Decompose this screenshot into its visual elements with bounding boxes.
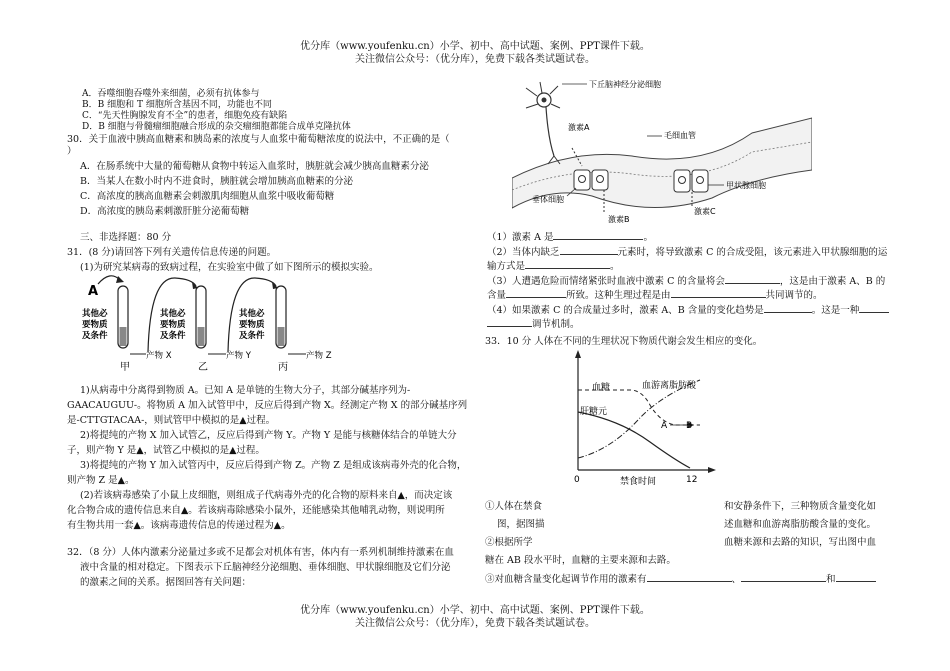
test-tube-diagram — [80, 272, 340, 374]
tube-name-yi: 乙 — [198, 362, 208, 373]
q32-answer-3: （3）人遭遇危险而情绪紧张时血液中激素 C 的含量将会 ，这是由于激素 A、B 的 — [487, 273, 885, 289]
header-line-2: 关注微信公众号：（优分库），免费下载各类试题试卷。 — [355, 54, 595, 65]
q33-line-3a: ②根据所学 — [485, 537, 533, 548]
q32-line-3: 的激素之间的关系。据图回答有关问题： — [80, 577, 252, 588]
q30-option-d: D．高浓度的胰岛素刺激肝脏分泌葡萄糖 — [80, 206, 250, 217]
tube-name-bing: 丙 — [278, 362, 288, 373]
label-thyroid-cell: 甲状腺细胞 — [726, 181, 766, 190]
hypothalamus-pituitary-thyroid-diagram — [512, 78, 812, 230]
q33-line-3b: 血糖来源和去路的知识，写出图中血 — [724, 537, 877, 548]
tube-text-3-line-1: 其他必 — [239, 309, 265, 319]
substance-a-label: A — [88, 284, 99, 299]
q32-answer-1: （1）激素 A 是 。 — [487, 229, 653, 245]
q33-line-4: 糖在 AB 段水平时，血糖的主要来源和去路。 — [485, 555, 676, 566]
q33-stem: 33．10 分 人体在不同的生理状况下物质代谢会发生相应的变化。 — [485, 336, 763, 347]
tube-jia — [118, 286, 128, 348]
graph-label-fatty-acid: 血游离脂肪酸 — [642, 381, 697, 391]
q32-answer-4b: 调节机制。 — [487, 316, 580, 332]
q33-line-1b: 和安静条件下，三种物质含量变化如 — [724, 501, 877, 512]
label-hormone-b: 激素B — [608, 215, 630, 224]
graph-xlabel: 禁食时间 — [620, 477, 657, 487]
q31-line-3: 是-CTTGTACAA-，则试管甲中模拟的是▲过程。 — [67, 415, 276, 426]
q29-option-a: A．吞噬细胞吞噬外来细菌，必须有抗体参与 — [82, 89, 260, 99]
q31-line-7: 则产物 Z 是▲。 — [67, 475, 135, 486]
tube-yi — [196, 286, 206, 348]
q30-stem: 30．关于血液中胰高血糖素和胰岛素的浓度与人血浆中葡萄糖浓度的说法中，不正确的是（ — [67, 134, 450, 145]
graph-label-blood-sugar: 血糖 — [592, 383, 611, 393]
q33-line-2b: 述血糖和血游离脂肪酸含量的变化。 — [724, 519, 877, 530]
tube-text-1-line-1: 其他必 — [82, 309, 108, 319]
q31-line-10: 有生物共用一套▲。该病毒遗传信息的传递过程为▲。 — [67, 520, 291, 531]
graph-label-a: A — [661, 421, 668, 431]
q29-option-d: D．B 细胞与骨髓瘤细胞融合形成的杂交瘤细胞都能合成单克隆抗体 — [82, 122, 351, 132]
label-hormone-a: 激素A — [568, 123, 590, 132]
q31-stem: 31．(8 分)请回答下列有关遗传信息传递的问题。 — [67, 247, 277, 258]
graph-label-liver-glycogen: 肝糖元 — [580, 407, 608, 417]
q31-line-2: GAACAUGUU-。将物质 A 加入试管甲中，反应后得到产物 X。经测定产物 X 的部分碱基序列 — [67, 400, 468, 411]
footer-line-2: 关注微信公众号：（优分库），免费下载各类试题试卷。 — [355, 618, 595, 629]
header-line-1: 优分库（www.youfenku.cn）小学、初中、高中试题、案例、PPT课件下载。 — [300, 41, 650, 52]
product-z-label: 产物 Z — [306, 351, 332, 361]
tube-bing — [276, 286, 286, 348]
q32-answer-4: （4）如果激素 C 的合成量过多时，激素 A、B 含量的变化趋势是 。这是一种 — [487, 302, 889, 318]
q31-sub1: (1)为研究某病毒的致病过程，在实验室中做了如下图所示的模拟实验。 — [80, 262, 379, 273]
q31-line-5: 子，则产物 Y 是▲，试管乙中模拟的是▲过程。 — [67, 445, 265, 456]
q31-line-6: 3)将提纯的产物 Y 加入试管丙中，反应后得到产物 Z。产物 Z 是组成该病毒外壳的化合物， — [80, 460, 467, 471]
tube-text-2-line-1: 其他必 — [160, 309, 186, 319]
metabolism-graph — [560, 350, 720, 490]
q32-line-1: 32．（8 分）人体内激素分泌量过多或不足都会对机体有害，体内有一系列机制维持激素在血 — [67, 547, 454, 558]
q32-answer-2: （2）当体内缺乏 元素时，将导致激素 C 的合成受阻，该元素进入甲状腺细胞的运 — [487, 244, 887, 260]
q31-line-8: (2)若该病毒感染了小鼠上皮细胞，则组成子代病毒外壳的化合物的原料来自▲，而决定该 — [80, 490, 453, 501]
tube-name-jia: 甲 — [120, 362, 130, 373]
q29-option-c: C．“先天性胸腺发育不全”的患者，细胞免疫有缺陷 — [82, 111, 288, 121]
q31-line-1: 1)从病毒中分离得到物质 A。已知 A 是单链的生物大分子，其部分碱基序列为- — [80, 385, 411, 396]
q33-line-2a: 图，据图描 — [497, 519, 545, 530]
q29-option-b: B．B 细胞和 T 细胞所含基因不同，功能也不同 — [82, 100, 272, 110]
product-y-label: 产物 Y — [226, 351, 251, 361]
q33-line-1a: ①人体在禁食 — [485, 501, 543, 512]
label-hormone-c: 激素C — [694, 207, 716, 216]
graph-origin: 0 — [574, 475, 580, 485]
tube-text-1-line-3: 及条件 — [82, 331, 108, 341]
graph-x-end: 12 — [686, 475, 698, 485]
q31-line-9: 化合物合成的遗传信息来自▲。若该病毒除感染小鼠外，还能感染其他哺乳动物，则说明所 — [67, 505, 445, 516]
tube-text-1-line-2: 要物质 — [82, 320, 108, 330]
label-capillary: 毛细血管 — [664, 131, 696, 140]
q31-line-4: 2)将提纯的产物 X 加入试管乙，反应后得到产物 Y。产物 Y 是能与核糖体结合的单链大分 — [80, 430, 457, 441]
q32-answer-2b: 输方式是 。 — [487, 258, 620, 274]
q30-paren: ） — [67, 146, 77, 157]
label-pituitary-cell: 垂体细胞 — [532, 195, 564, 204]
section-3-title: 三、非选择题：80 分 — [80, 232, 172, 243]
tube-text-2-line-2: 要物质 — [160, 320, 186, 330]
tube-text-3-line-2: 要物质 — [239, 320, 265, 330]
q32-answer-3b: 含量 所致。这种生理过程是由 共同调节的。 — [487, 287, 823, 303]
product-x-label: 产物 X — [146, 351, 172, 361]
label-hypothalamus-cell: 下丘脑神经分泌细胞 — [589, 80, 661, 89]
q30-option-a: A．在肠系统中大量的葡萄糖从食物中转运入血浆时，胰脏就会减少胰高血糖素分泌 — [80, 161, 429, 172]
graph-label-b: B — [686, 421, 693, 431]
footer-line-1: 优分库（www.youfenku.cn）小学、初中、高中试题、案例、PPT课件下载。 — [300, 605, 650, 616]
q32-line-2: 液中含量的相对稳定。下图表示下丘脑神经分泌细胞、垂体细胞、甲状腺细胞及它们分泌 — [80, 562, 451, 573]
tube-text-3-line-3: 及条件 — [239, 331, 265, 341]
q30-option-b: B．当某人在数小时内不进食时，胰脏就会增加胰高血糖素的分泌 — [80, 176, 353, 187]
q33-line-5: ③对血糖含量变化起调节作用的激素有 、 和 — [485, 571, 876, 587]
q30-option-c: C．高浓度的胰高血糖素会刺激肌肉细胞从血浆中吸收葡萄糖 — [80, 191, 335, 202]
tube-text-2-line-3: 及条件 — [160, 331, 186, 341]
